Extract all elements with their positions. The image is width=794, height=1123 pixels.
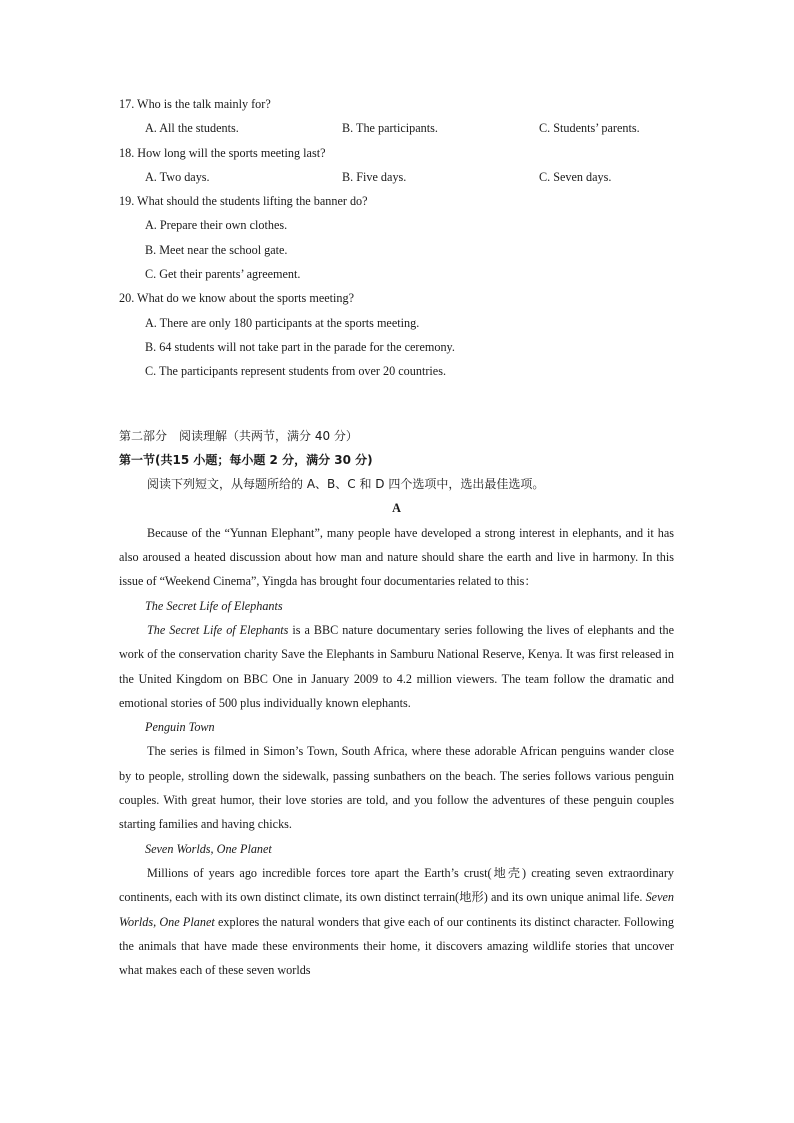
intro-paragraph: Because of the “Yunnan Elephant”, many people have developed a strong interest in elephants, and it has also aroused a heated discussion about how man and nature should share the earth and live in harmony. In this issue of “Weekend Cinema”, Yingda has brought four documentaries related to this： [119, 525, 674, 589]
question-18-options [119, 165, 674, 189]
doc1-title-inline: The Secret Life of Elephants [147, 622, 289, 637]
option-a: A. Two days. [145, 169, 210, 184]
document-page [119, 92, 674, 982]
doc3-title-inline: Seven Worlds, One Planet [119, 890, 674, 929]
instruction: 阅读下列短文，从每题所给的 A、B、C 和 D 四个选项中，选出最佳选项。 [147, 477, 545, 492]
option-b: B. Five days. [342, 169, 407, 184]
option-b: B. The participants. [342, 121, 438, 136]
question-17-options [119, 116, 674, 140]
doc3-paragraph [119, 861, 674, 982]
option-c: C. Seven days. [539, 169, 612, 184]
option-b: B. Meet near the school gate. [145, 242, 288, 257]
doc1-title: The Secret Life of Elephants [145, 598, 283, 613]
spacer [119, 384, 674, 424]
option-c: C. Students’ parents. [539, 121, 640, 136]
question-20: 20. What do we know about the sports meeting? [119, 291, 355, 306]
doc1-paragraph [119, 618, 674, 715]
option-c: C. Get their parents’ agreement. [145, 267, 301, 282]
question-18: 18. How long will the sports meeting last? [119, 145, 326, 160]
doc2-paragraph: The series is filmed in Simon’s Town, South Africa, where these adorable African penguins wander close by to people, strolling down the sidewalk, passing sunbathers on the beach. The series follows various penguin couples. With great humor, their love stories are told, and you follow the adventures of these penguin couples starting families and having chicks. [119, 744, 674, 832]
doc3-title: Seven Worlds, One Planet [145, 841, 272, 856]
doc3-text-a: Millions of years ago incredible forces tore apart the Earth’s crust(地壳) creating seven extraordinary continents, each with its own distinct climate, its own distinct terrain(地形) and its own unique animal life. [119, 865, 674, 905]
option-a: A. Prepare their own clothes. [145, 218, 288, 233]
question-19: 19. What should the students lifting the banner do? [119, 194, 368, 209]
part2-heading: 第二部分 阅读理解（共两节，满分 40 分） [119, 428, 358, 443]
option-b: B. 64 students will not take part in the parade for the ceremony. [145, 339, 455, 354]
passage-label: A [392, 501, 401, 516]
doc3-text-b: explores the natural wonders that give each of our continents its distinct character. Following the animals that have made these environments their home, it discovers amazing wildlife stories that uncover what makes each of these seven worlds [119, 914, 674, 978]
option-a: A. There are only 180 participants at the sports meeting. [145, 315, 420, 330]
option-c: C. The participants represent students from over 20 countries. [145, 364, 446, 379]
section1-heading: 第一节(共15 小题；每小题 2 分，满分 30 分) [119, 452, 373, 467]
option-a: A. All the students. [145, 121, 239, 136]
question-17: 17. Who is the talk mainly for? [119, 97, 271, 111]
doc1-text: is a BBC nature documentary series following the lives of elephants and the work of the conservation charity Save the Elephants in Samburu National Reserve, Kenya. It was first released in the United Kingdom on BBC One in January 2009 to 4.2 million viewers. The team follow the dramatic and emotional stories of 500 plus individually known elephants. [119, 622, 674, 710]
doc2-title: Penguin Town [145, 720, 215, 735]
